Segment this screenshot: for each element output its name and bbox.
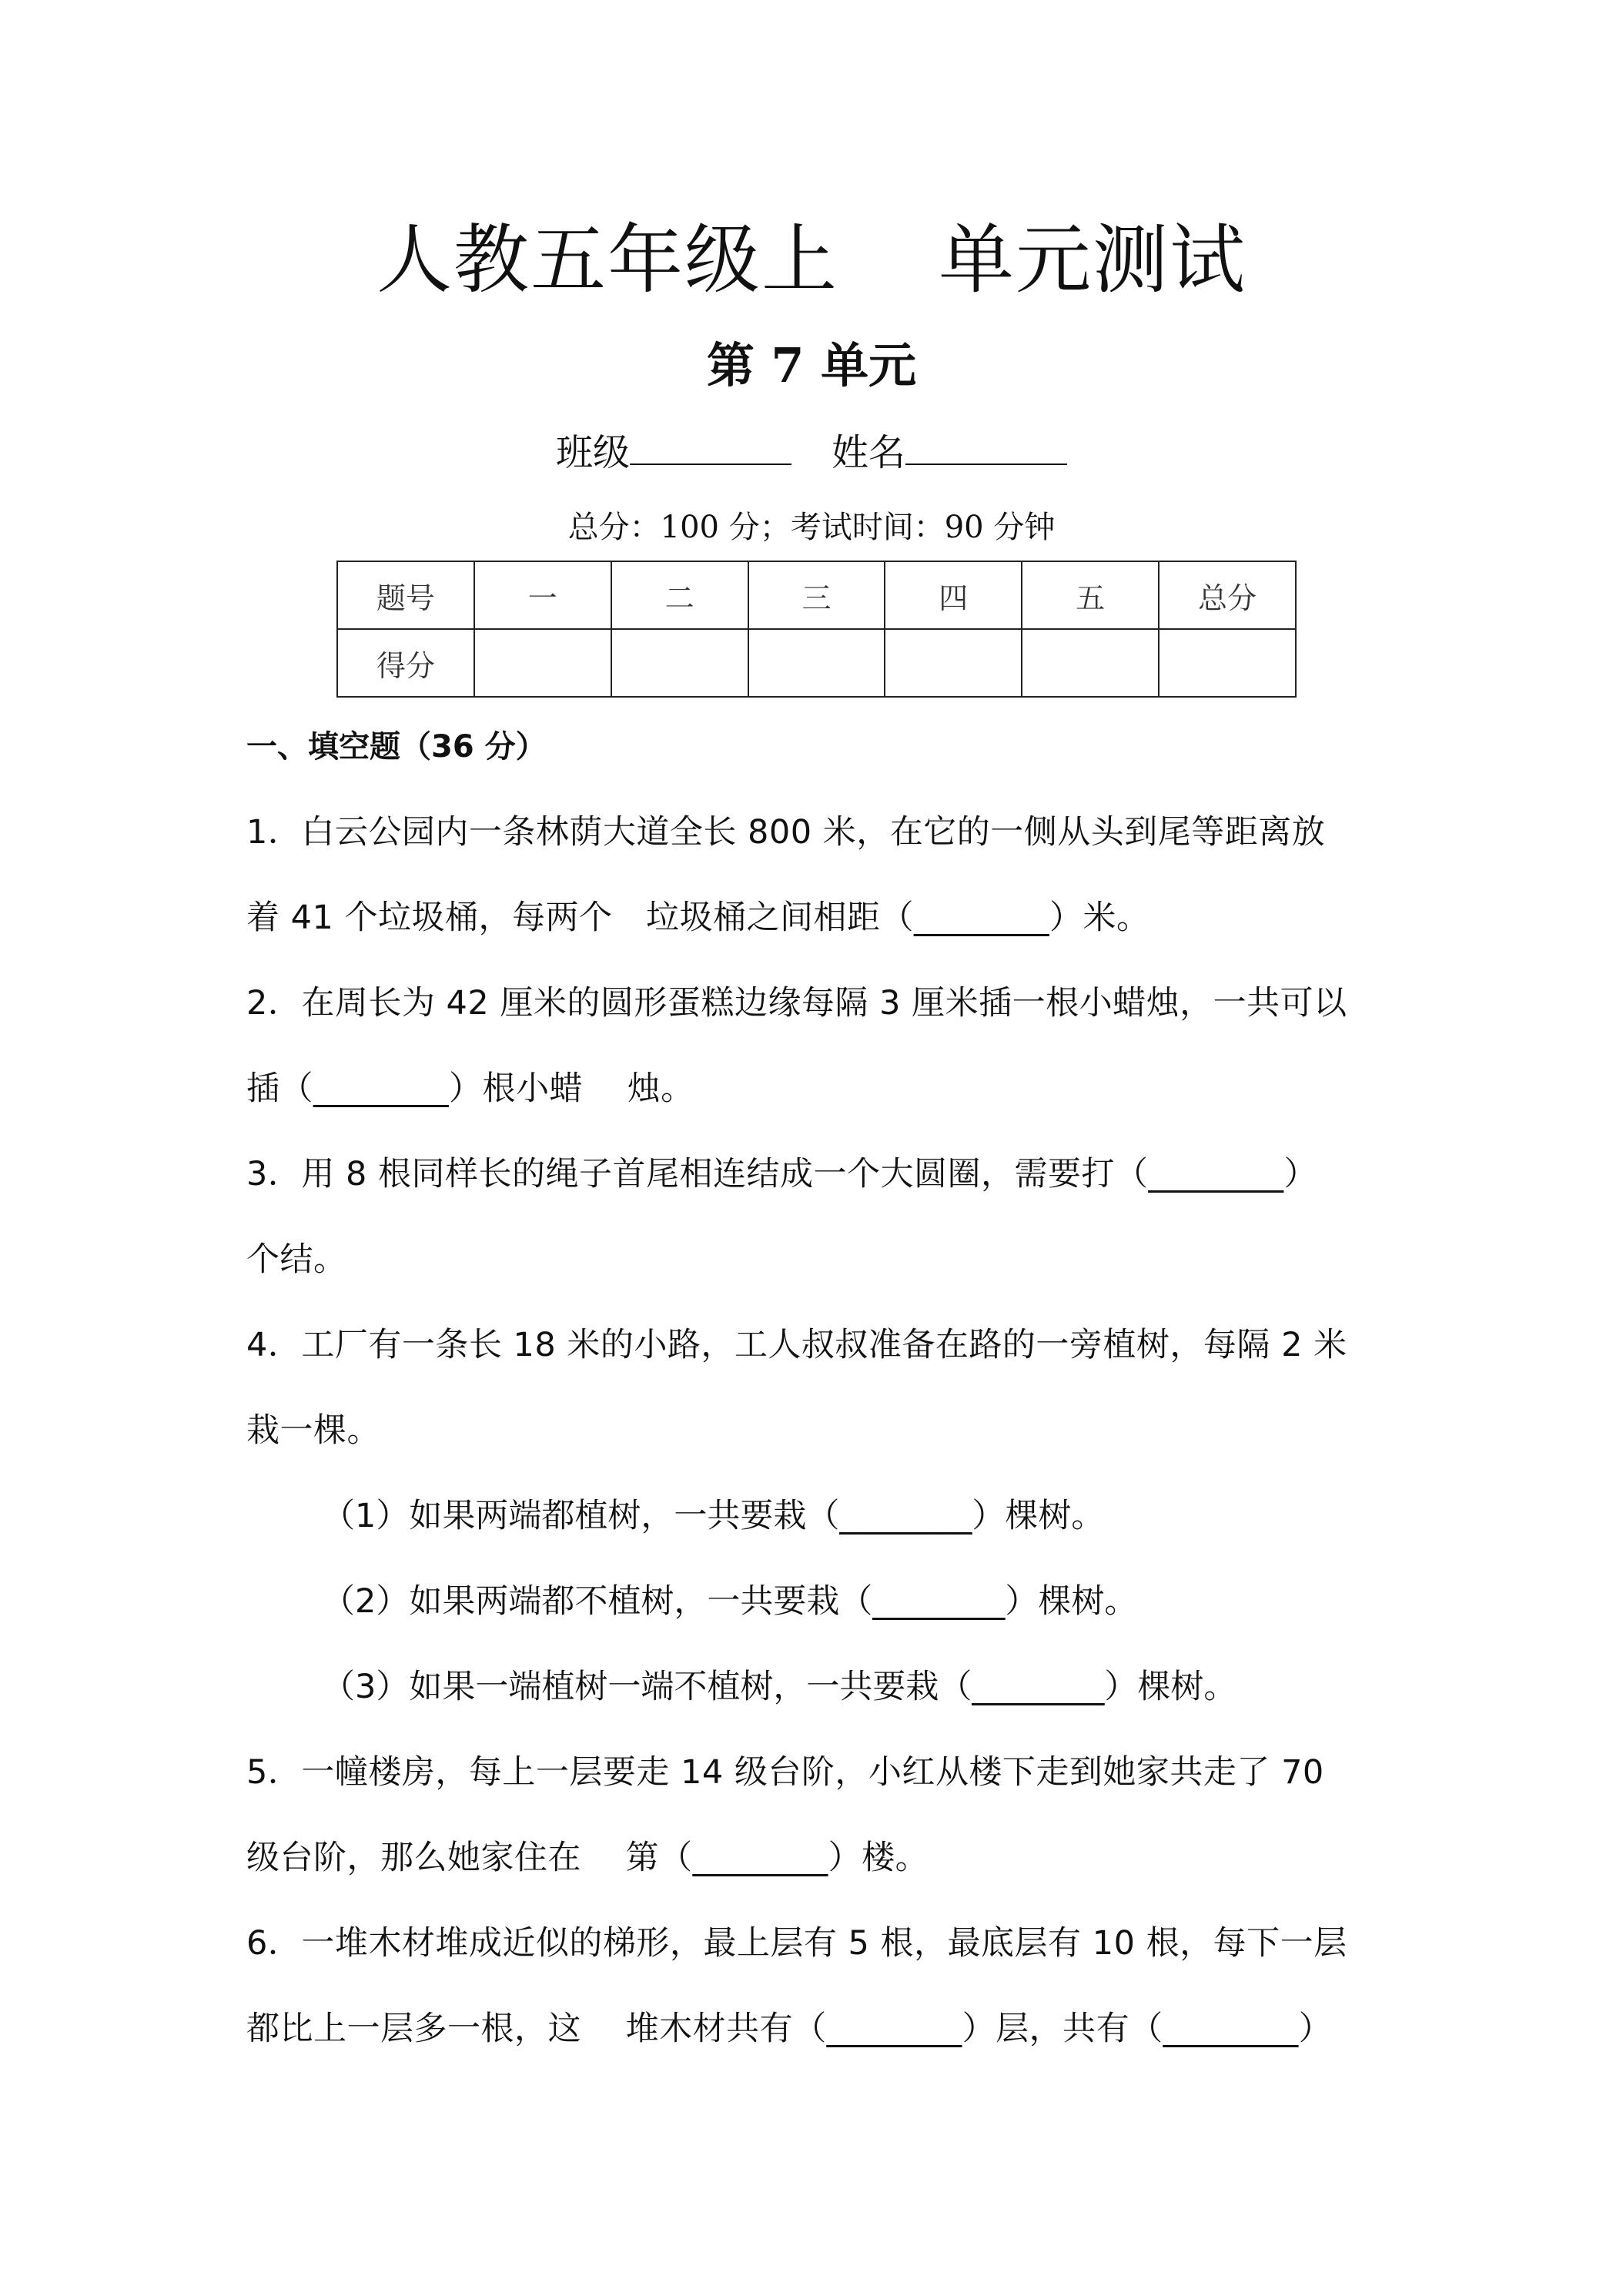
section-heading: 一、填空题（36 分）: [246, 729, 547, 765]
score-table-cell: 总分: [1159, 561, 1296, 629]
name-label: 姓名: [832, 431, 906, 474]
score-table-cell: 三: [748, 561, 885, 629]
question-line: 着 41 个垃圾桶，每两个 垃圾桶之间相距（________）米。: [246, 899, 1150, 937]
class-field[interactable]: [630, 423, 791, 465]
score-table-header-row: [337, 561, 1296, 629]
student-info: [0, 423, 1623, 480]
question-line: 5．一幢楼房，每上一层要走 14 级台阶，小红从楼下走到她家共走了 70: [246, 1753, 1324, 1792]
title-left: 人教五年级上: [376, 216, 838, 304]
score-input-cell[interactable]: [1159, 629, 1296, 697]
score-note: 总分：100 分；考试时间：90 分钟: [567, 510, 1056, 545]
score-table: [336, 561, 1297, 698]
question-line: 栽一棵。: [246, 1411, 380, 1450]
score-table-score-row: [337, 629, 1296, 697]
page-title: [0, 214, 1623, 306]
score-input-cell[interactable]: [474, 629, 611, 697]
score-input-cell[interactable]: [611, 629, 748, 697]
score-input-cell[interactable]: [1022, 629, 1159, 697]
sub-question: （2）如果两端都不植树，一共要栽（________）棵树。: [322, 1582, 1138, 1621]
class-label: 班级: [555, 431, 630, 474]
question-line: 4．工厂有一条长 18 米的小路，工人叔叔准备在路的一旁植树，每隔 2 米: [246, 1326, 1347, 1364]
question-line: 1．白云公园内一条林荫大道全长 800 米，在它的一侧从头到尾等距离放: [246, 813, 1326, 852]
score-table-cell: 四: [885, 561, 1022, 629]
score-table-cell: 五: [1022, 561, 1159, 629]
score-table-cell: 二: [611, 561, 748, 629]
unit-subtitle: 第 7 单元: [706, 337, 917, 393]
score-table-cell: 题号: [337, 561, 474, 629]
question-line: 6．一堆木材堆成近似的梯形，最上层有 5 根，最底层有 10 根，每下一层: [246, 1924, 1347, 1963]
title-right: 单元测试: [939, 216, 1247, 304]
score-input-cell[interactable]: [885, 629, 1022, 697]
score-table-cell: 一: [474, 561, 611, 629]
sub-question: （1）如果两端都植树，一共要栽（________）棵树。: [322, 1497, 1105, 1535]
score-input-cell[interactable]: [748, 629, 885, 697]
question-line: 都比上一层多一根，这 堆木材共有（________）层，共有（________）: [246, 2010, 1333, 2048]
score-table-cell: 得分: [337, 629, 474, 697]
sub-question: （3）如果一端植树一端不植树，一共要栽（________）棵树。: [322, 1668, 1237, 1706]
name-field[interactable]: [905, 423, 1067, 465]
question-line: 3．用 8 根同样长的绳子首尾相连结成一个大圆圈，需要打（________）: [246, 1155, 1318, 1193]
question-line: 插（________）根小蜡 烛。: [246, 1069, 694, 1108]
question-line: 2．在周长为 42 厘米的圆形蛋糕边缘每隔 3 厘米插一根小蜡烛，一共可以: [246, 984, 1347, 1022]
question-line: 个结。: [246, 1240, 347, 1279]
question-line: 级台阶，那么她家住在 第（________）楼。: [246, 1839, 929, 1877]
